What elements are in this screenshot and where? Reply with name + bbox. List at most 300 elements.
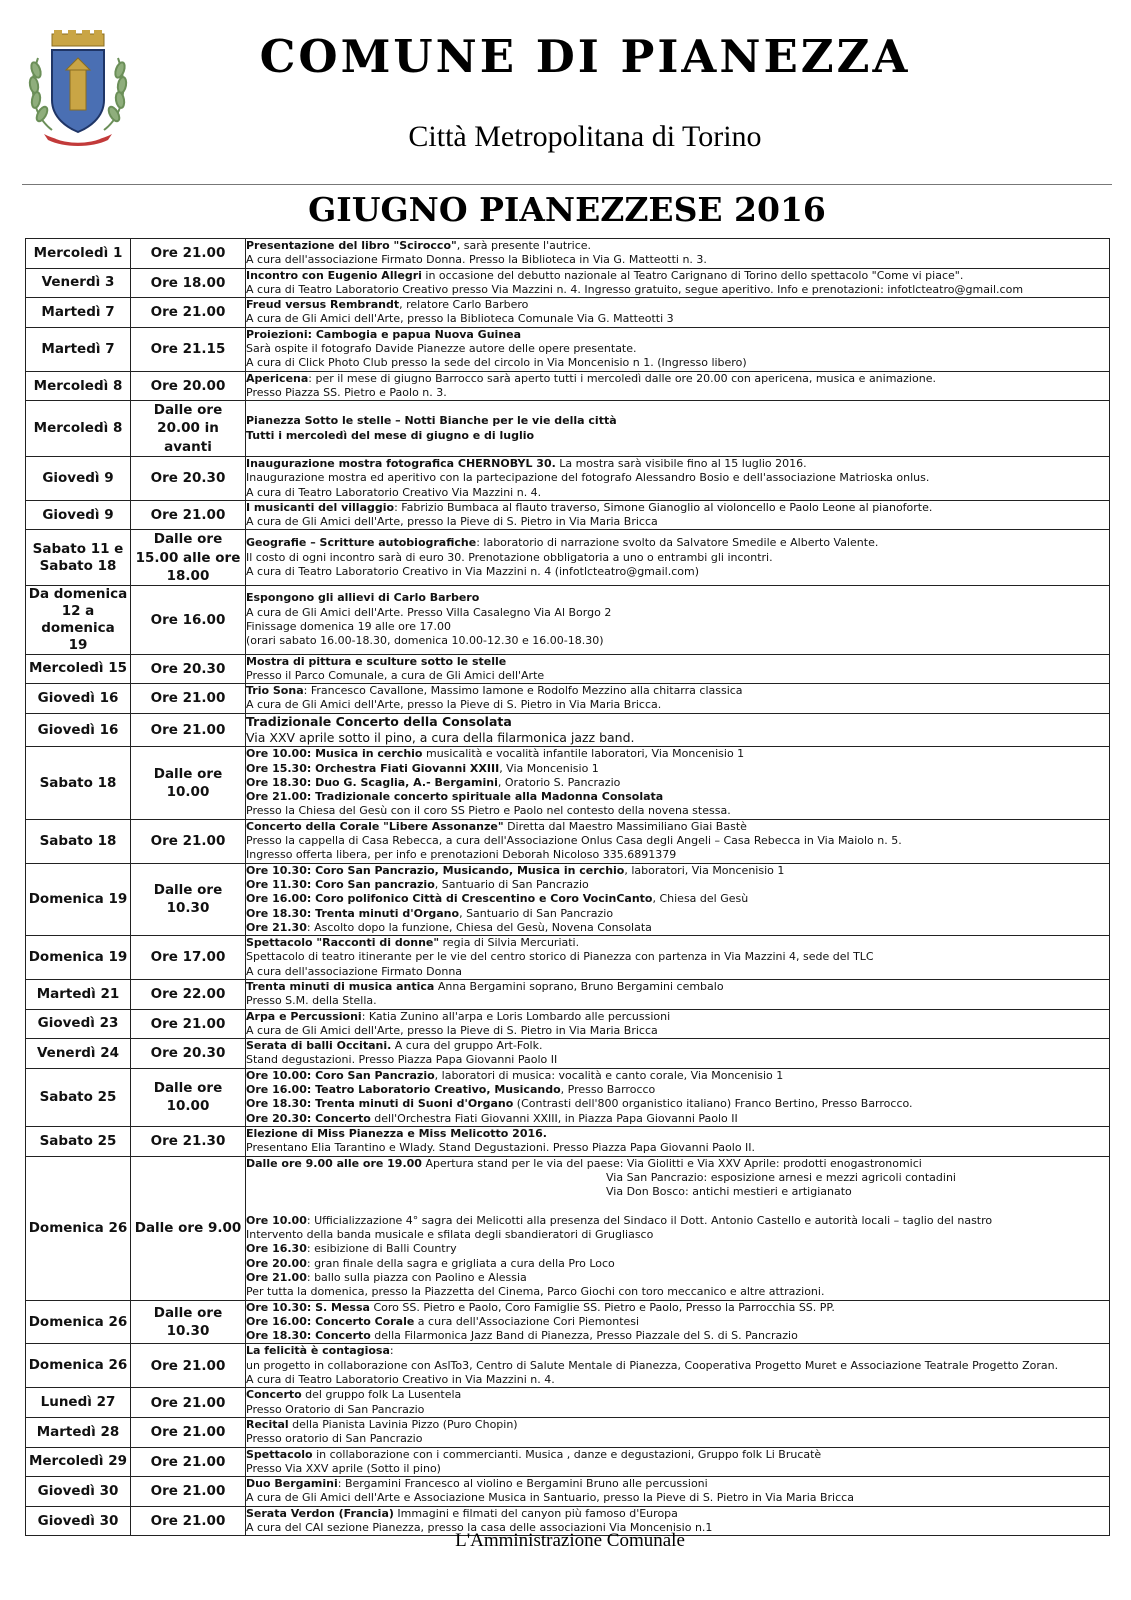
bold-text: Espongono gli allievi di Carlo Barbero bbox=[246, 591, 480, 605]
description-line bbox=[246, 239, 1109, 253]
description-text: Presso il Parco Comunale, a cura de Gli Amici dell'Arte bbox=[246, 668, 545, 682]
description-text: A cura de Gli Amici dell'Arte, presso la Biblioteca Comunale Via G. Matteotti 3 bbox=[246, 312, 674, 326]
description-line bbox=[246, 834, 1109, 848]
description-text: A cura de Gli Amici dell'Arte, presso la Pieve di S. Pietro in Via Maria Bricca. bbox=[246, 698, 662, 712]
bold-text: Incontro con Eugenio Allegri bbox=[246, 268, 422, 282]
day-cell bbox=[26, 371, 131, 401]
bold-text: Ore 18.30: Duo G. Scaglia, A.- Bergamini bbox=[246, 775, 498, 789]
description-line bbox=[246, 312, 1109, 326]
day-cell bbox=[26, 1477, 131, 1507]
description-text: , Oratorio S. Pancrazio bbox=[497, 775, 621, 789]
description-line bbox=[246, 1344, 1109, 1358]
day-cell bbox=[26, 1447, 131, 1477]
time-text: Dalle ore bbox=[153, 531, 223, 548]
bold-text: Ore 16.00: Coro polifonico Città di Crescentino e Coro VocinCanto bbox=[246, 892, 653, 906]
description-text: : per il mese di giugno Barrocco sarà aperto tutti i mercoledì dalle ore 20.00 con apericena, musica e animazione. bbox=[308, 371, 936, 385]
day-text: Domenica 19 bbox=[28, 890, 128, 907]
day-text: 19 bbox=[68, 636, 88, 653]
description-cell bbox=[246, 1009, 1110, 1039]
description-cell bbox=[246, 1388, 1110, 1418]
description-line bbox=[246, 1171, 1109, 1185]
description-line bbox=[246, 1432, 1109, 1446]
description-text: : ballo sulla piazza con Paolino e Alessia bbox=[306, 1270, 527, 1284]
time-text: Dalle ore bbox=[153, 1080, 223, 1097]
description-line bbox=[246, 804, 1109, 818]
description-text: A cura di Click Photo Club presso la sede del circolo in Via Moncenisio n 1. (Ingresso libero) bbox=[246, 356, 747, 370]
time-cell bbox=[131, 298, 246, 328]
day-text: Domenica 26 bbox=[28, 1357, 128, 1374]
bold-text: Inaugurazione mostra fotografica CHERNOBYL 30. bbox=[246, 456, 556, 470]
time-cell bbox=[131, 268, 246, 298]
time-text: 10.00 bbox=[166, 1098, 210, 1115]
description-text: , Presso Barrocco bbox=[560, 1083, 656, 1097]
bold-text: Proiezioni: Cambogia e papua Nuova Guinea bbox=[246, 327, 522, 341]
time-cell bbox=[131, 1417, 246, 1447]
time-text: Ore 21.00 bbox=[150, 1424, 226, 1441]
table-row bbox=[26, 863, 1110, 935]
description-line bbox=[246, 921, 1109, 935]
day-text: Giovedì 16 bbox=[37, 721, 119, 738]
description-text: Presso la Chiesa del Gesù con il coro SS Pietro e Paolo nel contesto della novena stessa. bbox=[246, 804, 731, 818]
description-text: , sarà presente l'autrice. bbox=[456, 239, 592, 252]
description-text: Presso Oratorio di San Pancrazio bbox=[246, 1402, 425, 1416]
bold-text: Ore 21.00: Tradizionale concerto spirituale alla Madonna Consolata bbox=[246, 790, 664, 804]
description-line bbox=[246, 1301, 1109, 1315]
day-text: Domenica 26 bbox=[28, 1313, 128, 1330]
time-text: Ore 16.00 bbox=[150, 611, 226, 628]
description-line bbox=[246, 1024, 1109, 1038]
description-cell bbox=[246, 1156, 1110, 1300]
bold-text: Mostra di pittura e sculture sotto le stelle bbox=[246, 654, 507, 668]
description-cell bbox=[246, 530, 1110, 586]
description-line bbox=[246, 730, 1109, 746]
description-text: : laboratorio di narrazione svolto da Salvatore Smedile e Alberto Valente. bbox=[476, 536, 879, 550]
time-text: Dalle ore bbox=[153, 1304, 223, 1321]
description-text: Spettacolo di teatro itinerante per le vie del centro storico di Pianezza con partenza in Via Mazzini 4, sede del TLC bbox=[246, 950, 874, 964]
bold-text: Serata Verdon (Francia) bbox=[246, 1506, 394, 1520]
time-text: Dalle ore bbox=[153, 882, 223, 899]
table-row bbox=[26, 327, 1110, 371]
description-line bbox=[246, 501, 1109, 515]
bold-text: Spettacolo "Racconti di donne" bbox=[246, 936, 440, 950]
bold-text: Ore 18.30: Concerto bbox=[246, 1329, 371, 1343]
description-line bbox=[246, 414, 1109, 428]
time-text: Ore 21.15 bbox=[150, 341, 226, 358]
day-text: Giovedì 23 bbox=[37, 1015, 119, 1032]
description-line bbox=[246, 1271, 1109, 1285]
description-line bbox=[246, 328, 1109, 342]
day-cell bbox=[26, 1068, 131, 1126]
description-text: del gruppo folk La Lusentela bbox=[301, 1388, 462, 1402]
table-row bbox=[26, 654, 1110, 684]
day-cell bbox=[26, 239, 131, 269]
description-line bbox=[246, 551, 1109, 565]
time-cell bbox=[131, 1506, 246, 1536]
day-cell bbox=[26, 456, 131, 500]
description-line bbox=[246, 655, 1109, 669]
bold-text: Ore 16.00: Teatro Laboratorio Creativo, Musicando bbox=[246, 1083, 561, 1097]
signature: L'Amministrazione Comunale bbox=[455, 1530, 685, 1551]
day-cell bbox=[26, 1300, 131, 1344]
description-line bbox=[246, 486, 1109, 500]
description-cell bbox=[246, 713, 1110, 747]
description-cell bbox=[246, 268, 1110, 298]
description-cell bbox=[246, 586, 1110, 655]
time-cell bbox=[131, 980, 246, 1010]
description-line bbox=[246, 386, 1109, 400]
day-text: Martedì 21 bbox=[36, 985, 120, 1002]
bold-text: Recital bbox=[246, 1417, 289, 1431]
table-row bbox=[26, 1156, 1110, 1300]
table-row bbox=[26, 298, 1110, 328]
description-text: : bbox=[389, 1344, 394, 1358]
description-line bbox=[246, 1083, 1109, 1097]
description-text: Presso la cappella di Casa Rebecca, a cura dell'Associazione Onlus Casa degli Angeli – Casa Rebecca in Via Maiolo n. 5. bbox=[246, 834, 902, 848]
description-text: , Via Moncenisio 1 bbox=[499, 761, 599, 775]
time-cell bbox=[131, 401, 246, 457]
time-text: Ore 21.00 bbox=[150, 304, 226, 321]
time-cell bbox=[131, 863, 246, 935]
description-line bbox=[246, 820, 1109, 834]
bold-text: Ore 10.30: S. Messa bbox=[246, 1300, 370, 1314]
time-text: Ore 18.00 bbox=[150, 274, 226, 291]
table-row bbox=[26, 500, 1110, 530]
description-text: Intervento della banda musicale e sfilata degli sbandieratori di Grugliasco bbox=[246, 1228, 654, 1242]
description-line bbox=[246, 936, 1109, 950]
description-text: Per tutta la domenica, presso la Piazzetta del Cinema, Parco Giochi con toro meccanico e altre attrazioni. bbox=[246, 1285, 825, 1299]
description-cell bbox=[246, 1417, 1110, 1447]
time-cell bbox=[131, 1388, 246, 1418]
description-line bbox=[246, 1069, 1109, 1083]
day-cell bbox=[26, 1417, 131, 1447]
time-cell bbox=[131, 936, 246, 980]
description-text: in collaborazione con i commercianti. Musica , danze e degustazioni, Gruppo folk Li Brucatè bbox=[312, 1447, 822, 1461]
time-text: Ore 20.30 bbox=[150, 470, 226, 487]
time-text: Ore 21.00 bbox=[150, 1453, 226, 1470]
description-text: Inaugurazione mostra ed aperitivo con la partecipazione del fotografo Alessandro Bosio e dell'associazione Matrioska onlus. bbox=[246, 471, 930, 485]
day-text: Lunedì 27 bbox=[40, 1394, 116, 1411]
description-text: , Santuario di San Pancrazio bbox=[434, 877, 589, 891]
bold-text: Trio Sona bbox=[246, 684, 304, 698]
bold-text: Spettacolo bbox=[246, 1447, 313, 1461]
day-text: Sabato 11 e bbox=[32, 540, 124, 557]
bold-text: Pianezza Sotto le stelle – Notti Bianche per le vie della città bbox=[246, 414, 617, 428]
description-line bbox=[246, 606, 1109, 620]
description-text: La mostra sarà visibile fino al 15 luglio 2016. bbox=[555, 456, 807, 470]
description-cell bbox=[246, 980, 1110, 1010]
description-line bbox=[246, 1359, 1109, 1373]
event-title: GIUGNO PIANEZZESE 2016 bbox=[308, 190, 826, 229]
day-text: Mercoledì 8 bbox=[33, 377, 123, 394]
description-text: Presso S.M. della Stella. bbox=[246, 994, 377, 1008]
day-text: Sabato 18 bbox=[39, 557, 117, 574]
description-line bbox=[246, 1403, 1109, 1417]
day-cell bbox=[26, 980, 131, 1010]
time-text: Ore 21.00 bbox=[150, 690, 226, 707]
day-text: 12 a domenica bbox=[41, 602, 115, 636]
bold-text: Ore 11.30: Coro San pancrazio bbox=[246, 877, 435, 891]
time-cell bbox=[131, 530, 246, 586]
time-cell bbox=[131, 654, 246, 684]
description-line bbox=[246, 1491, 1109, 1505]
description-line bbox=[246, 878, 1109, 892]
table-row bbox=[26, 1126, 1110, 1156]
description-text: Presso oratorio di San Pancrazio bbox=[246, 1432, 423, 1446]
time-text: Ore 20.30 bbox=[150, 1045, 226, 1062]
time-text: 15.00 alle ore bbox=[135, 549, 241, 566]
description-line bbox=[246, 1157, 1109, 1171]
time-text: Ore 21.00 bbox=[150, 833, 226, 850]
description-text: (Contrasti dell'800 organistico italiano) Franco Bertino, Presso Barrocco. bbox=[513, 1097, 913, 1111]
description-line bbox=[246, 634, 1109, 648]
description-line bbox=[246, 762, 1109, 776]
time-cell bbox=[131, 1447, 246, 1477]
description-line bbox=[246, 1127, 1109, 1141]
bold-text: Ore 16.30 bbox=[246, 1242, 307, 1256]
description-line bbox=[246, 1228, 1109, 1242]
description-text: , Chiesa del Gesù bbox=[652, 892, 749, 906]
time-cell bbox=[131, 1126, 246, 1156]
time-text: Dalle ore 9.00 bbox=[134, 1219, 242, 1236]
description-line bbox=[246, 591, 1109, 605]
bold-text: Apericena bbox=[246, 371, 309, 385]
time-text: Ore 21.00 bbox=[150, 245, 226, 262]
description-cell bbox=[246, 298, 1110, 328]
time-cell bbox=[131, 1068, 246, 1126]
description-text: A cura del CAI sezione Pianezza, presso la casa delle associazioni Via Moncenisio n.1 bbox=[246, 1520, 713, 1534]
crest-icon bbox=[22, 30, 134, 150]
time-cell bbox=[131, 713, 246, 747]
description-text: dell'Orchestra Fiati Giovanni XXIII, in Piazza Papa Giovanni Paolo II bbox=[370, 1111, 738, 1125]
day-cell bbox=[26, 327, 131, 371]
bold-text: Arpa e Percussioni bbox=[246, 1009, 362, 1023]
time-text: Ore 21.00 bbox=[150, 1357, 226, 1374]
time-cell bbox=[131, 1300, 246, 1344]
time-text: 10.00 bbox=[166, 783, 210, 800]
description-cell bbox=[246, 456, 1110, 500]
time-text: 18.00 bbox=[166, 567, 210, 584]
description-text: Presentano Elia Tarantino e Wlady. Stand Degustazioni. Presso Piazza Papa Giovanni Paolo II. bbox=[246, 1141, 756, 1155]
day-cell bbox=[26, 298, 131, 328]
day-text: Giovedì 9 bbox=[42, 469, 114, 486]
description-line bbox=[246, 1448, 1109, 1462]
description-cell bbox=[246, 1068, 1110, 1126]
description-text: : Katia Zunino all'arpa e Loris Lombardo alle percussioni bbox=[361, 1009, 671, 1023]
time-cell bbox=[131, 456, 246, 500]
day-text: Mercoledì 8 bbox=[33, 420, 123, 437]
description-text: regia di Silvia Mercuriati. bbox=[439, 936, 580, 950]
description-line bbox=[246, 298, 1109, 312]
table-row bbox=[26, 401, 1110, 457]
table-row bbox=[26, 747, 1110, 819]
description-text: Presso Piazza SS. Pietro e Paolo n. 3. bbox=[246, 385, 447, 399]
time-text: 10.30 bbox=[166, 1322, 210, 1339]
description-line bbox=[246, 1214, 1109, 1228]
bold-text: Duo Bergamini bbox=[246, 1477, 338, 1491]
description-line bbox=[246, 356, 1109, 370]
time-text: Ore 21.00 bbox=[150, 507, 226, 523]
description-line bbox=[246, 698, 1109, 712]
description-text: : gran finale della sagra e grigliata a cura della Pro Loco bbox=[306, 1256, 615, 1270]
time-cell bbox=[131, 684, 246, 714]
description-line bbox=[246, 565, 1109, 579]
day-cell bbox=[26, 747, 131, 819]
time-cell bbox=[131, 747, 246, 819]
bold-text: Ore 15.30: Orchestra Fiati Giovanni XXIII bbox=[246, 761, 500, 775]
time-text: Ore 21.00 bbox=[150, 1015, 226, 1032]
description-text: (orari sabato 16.00-18.30, domenica 10.00-12.30 e 16.00-18.30) bbox=[246, 634, 604, 648]
bold-text: Ore 20.00 bbox=[246, 1256, 307, 1270]
bold-text: Trenta minuti di musica antica bbox=[246, 980, 435, 993]
table-row bbox=[26, 239, 1110, 269]
description-text: A cura di Teatro Laboratorio Creativo Via Mazzini n. 4. bbox=[246, 485, 542, 499]
description-line bbox=[246, 669, 1109, 683]
description-cell bbox=[246, 1447, 1110, 1477]
day-text: Martedì 7 bbox=[41, 340, 115, 357]
day-text: Mercoledì 15 bbox=[28, 660, 128, 677]
table-row bbox=[26, 1068, 1110, 1126]
day-cell bbox=[26, 713, 131, 747]
description-line bbox=[246, 1462, 1109, 1476]
description-line bbox=[246, 1315, 1109, 1329]
time-text: Ore 22.00 bbox=[150, 986, 226, 1003]
description-text: a cura dell'Associazione Cori Piemontesi bbox=[414, 1314, 640, 1328]
table-row bbox=[26, 1447, 1110, 1477]
time-text: Ore 17.00 bbox=[150, 949, 226, 966]
day-cell bbox=[26, 819, 131, 863]
day-text: Giovedì 9 bbox=[42, 506, 114, 523]
time-cell bbox=[131, 327, 246, 371]
bold-text: Concerto bbox=[246, 1388, 302, 1402]
day-cell bbox=[26, 654, 131, 684]
description-text: della Pianista Lavinia Pizzo (Puro Chopin) bbox=[288, 1417, 518, 1431]
description-line bbox=[246, 790, 1109, 804]
description-line bbox=[246, 1477, 1109, 1491]
description-text: in occasione del debutto nazionale al Teatro Carignano di Torino dello spettacolo "Come vi piace". bbox=[421, 268, 964, 282]
description-cell bbox=[246, 371, 1110, 401]
time-text: 20.00 in avanti bbox=[157, 420, 219, 455]
description-line bbox=[246, 536, 1109, 550]
day-cell bbox=[26, 1506, 131, 1536]
bold-text: Serata di balli Occitani. bbox=[246, 1039, 392, 1053]
table-row bbox=[26, 268, 1110, 298]
description-text: : Ufficializzazione 4° sagra dei Melicotti alla presenza del Sindaco il Dott. Antonio Castello e autorità locali – taglio del nastro bbox=[306, 1213, 993, 1227]
bold-text: Geografie – Scritture autobiografiche bbox=[246, 536, 477, 550]
day-text: Martedì 28 bbox=[36, 1423, 120, 1440]
description-text: Coro SS. Pietro e Paolo, Coro Famiglie SS. Pietro e Paolo, Presso la Parrocchia SS. PP. bbox=[369, 1300, 835, 1314]
description-text: A cura de Gli Amici dell'Arte, presso la Pieve di S. Pietro in Via Maria Bricca bbox=[246, 1023, 658, 1037]
bold-text: Ore 10.30: Coro San Pancrazio, Musicando, Musica in cerchio bbox=[246, 863, 625, 877]
description-cell bbox=[246, 1344, 1110, 1388]
description-line bbox=[246, 471, 1109, 485]
description-line bbox=[246, 372, 1109, 386]
description-line bbox=[246, 457, 1109, 471]
description-line bbox=[246, 864, 1109, 878]
description-text: Immagini e filmati del canyon più famoso d'Europa bbox=[393, 1506, 678, 1520]
description-line bbox=[246, 269, 1109, 283]
table-row bbox=[26, 819, 1110, 863]
description-text: Il costo di ogni incontro sarà di euro 30. Prenotazione obbligatoria a uno o entrambi gli incontri. bbox=[246, 550, 773, 564]
bold-text: I musicanti del villaggio bbox=[246, 500, 395, 514]
bold-text: Ore 21.30 bbox=[246, 920, 307, 934]
description-text: Stand degustazioni. Presso Piazza Papa Giovanni Paolo II bbox=[246, 1053, 558, 1067]
description-text: Anna Bergamini soprano, Bruno Bergamini cembalo bbox=[434, 980, 724, 993]
bold-text: Ore 18.30: Trenta minuti d'Organo bbox=[246, 906, 460, 920]
description-line bbox=[246, 1373, 1109, 1387]
bold-text: Ore 10.00: Coro San Pancrazio bbox=[246, 1068, 435, 1082]
description-line bbox=[246, 684, 1109, 698]
table-row bbox=[26, 1009, 1110, 1039]
bold-text: La felicità è contagiosa bbox=[246, 1344, 390, 1358]
time-cell bbox=[131, 1009, 246, 1039]
description-line bbox=[246, 283, 1109, 297]
day-cell bbox=[26, 268, 131, 298]
table-row bbox=[26, 530, 1110, 586]
day-text: Giovedì 30 bbox=[37, 1482, 119, 1499]
header-divider bbox=[22, 184, 1112, 185]
day-text: Martedì 7 bbox=[41, 304, 115, 321]
description-line bbox=[246, 1053, 1109, 1067]
table-row bbox=[26, 456, 1110, 500]
description-cell bbox=[246, 1126, 1110, 1156]
description-line bbox=[246, 620, 1109, 634]
description-text: , laboratori, Via Moncenisio 1 bbox=[624, 863, 785, 877]
description-text: un progetto in collaborazione con AslTo3, Centro di Salute Mentale di Pianezza, Cooperativa Progetto Muret e Associazione Teatrale Progetto Zoran. bbox=[246, 1358, 1059, 1372]
day-cell bbox=[26, 1039, 131, 1069]
day-cell bbox=[26, 1009, 131, 1039]
description-text: musicalità e vocalità infantile laboratori, Via Moncenisio 1 bbox=[422, 747, 745, 761]
description-text: A cura di Teatro Laboratorio Creativo in Via Mazzini n. 4. bbox=[246, 1373, 555, 1387]
time-cell bbox=[131, 371, 246, 401]
table-row bbox=[26, 684, 1110, 714]
description-cell bbox=[246, 1300, 1110, 1344]
bold-text: Tutti i mercoledì del mese di giugno e di luglio bbox=[246, 428, 535, 442]
description-line bbox=[246, 1388, 1109, 1402]
time-text: Ore 20.00 bbox=[150, 377, 226, 394]
bold-text: Tradizionale Concerto della Consolata bbox=[246, 713, 512, 729]
day-cell bbox=[26, 500, 131, 530]
day-cell bbox=[26, 1388, 131, 1418]
bold-text: Ore 16.00: Concerto Corale bbox=[246, 1314, 415, 1328]
day-cell bbox=[26, 1126, 131, 1156]
time-text: Ore 21.00 bbox=[150, 1512, 226, 1529]
description-cell bbox=[246, 1477, 1110, 1507]
table-row bbox=[26, 586, 1110, 655]
description-line bbox=[246, 907, 1109, 921]
time-cell bbox=[131, 239, 246, 269]
description-line bbox=[246, 714, 1109, 730]
description-text: A cura de Gli Amici dell'Arte, presso la Pieve di S. Pietro in Via Maria Bricca bbox=[246, 515, 658, 529]
table-row bbox=[26, 1344, 1110, 1388]
day-cell bbox=[26, 684, 131, 714]
bold-text: Concerto della Corale "Libere Assonanze" bbox=[246, 819, 504, 833]
description-text: della Filarmonica Jazz Band di Pianezza, Presso Piazzale del S. di S. Pancrazio bbox=[370, 1329, 798, 1343]
day-cell bbox=[26, 530, 131, 586]
description-text: A cura di Teatro Laboratorio Creativo presso Via Mazzini n. 4. Ingresso gratuito, segue aperitivo. Info e prenotazioni: infotlcteatro@gmail.com bbox=[246, 282, 1024, 296]
description-text: : esibizione di Balli Country bbox=[306, 1242, 457, 1256]
time-cell bbox=[131, 1477, 246, 1507]
description-line bbox=[246, 1010, 1109, 1024]
description-cell bbox=[246, 401, 1110, 457]
description-text: : Bergamini Francesco al violino e Bergamini Bruno alle percussioni bbox=[337, 1477, 708, 1491]
time-cell bbox=[131, 1039, 246, 1069]
description-cell bbox=[246, 327, 1110, 371]
description-line bbox=[246, 848, 1109, 862]
description-cell bbox=[246, 936, 1110, 980]
description-cell bbox=[246, 819, 1110, 863]
time-text: Dalle ore bbox=[153, 402, 223, 419]
description-text: Sarà ospite il fotografo Davide Pianezze autore delle opere presentate. bbox=[246, 342, 637, 356]
